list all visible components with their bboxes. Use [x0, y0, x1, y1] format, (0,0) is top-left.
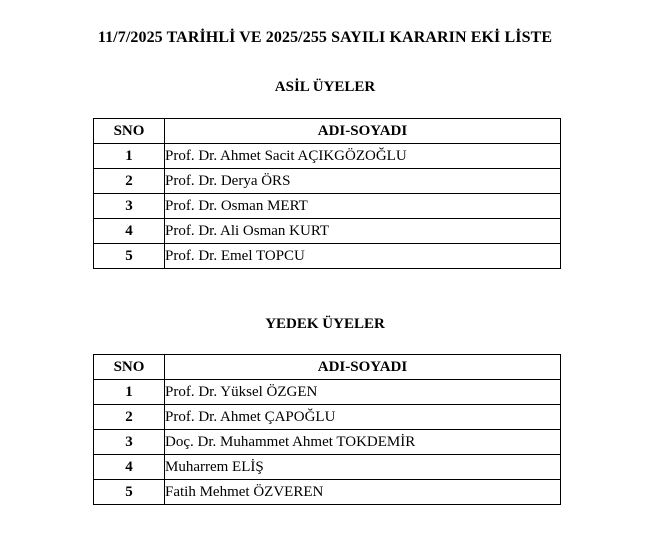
column-header-name: ADI-SOYADI: [165, 119, 561, 144]
member-name: Prof. Dr. Ali Osman KURT: [165, 219, 561, 244]
table-row: [94, 480, 561, 505]
column-header-name: ADI-SOYADI: [165, 355, 561, 380]
section-heading-asil: ASİL ÜYELER: [274, 79, 376, 95]
member-name: Prof. Dr. Osman MERT: [165, 194, 561, 219]
table-row: [94, 144, 561, 169]
document-title: 11/7/2025 TARİHLİ VE 2025/255 SAYILI KARARIN EKİ LİSTE: [97, 29, 553, 46]
section-heading-yedek: YEDEK ÜYELER: [265, 316, 385, 332]
row-number: 4: [94, 455, 165, 480]
member-name: Doç. Dr. Muhammet Ahmet TOKDEMİR: [165, 430, 561, 455]
table-row: [94, 169, 561, 194]
member-name: Fatih Mehmet ÖZVEREN: [165, 480, 561, 505]
asil-members-table: [93, 118, 561, 269]
row-number: 1: [94, 380, 165, 405]
table-row: [94, 244, 561, 269]
member-name: Prof. Dr. Ahmet ÇAPOĞLU: [165, 405, 561, 430]
table-row: [94, 455, 561, 480]
table-header-row: [94, 355, 561, 380]
table-row: [94, 380, 561, 405]
table-header-row: [94, 119, 561, 144]
row-number: 5: [94, 480, 165, 505]
yedek-members-table: [93, 354, 561, 505]
member-name: Prof. Dr. Yüksel ÖZGEN: [165, 380, 561, 405]
table-row: [94, 405, 561, 430]
column-header-sno: SNO: [94, 119, 165, 144]
row-number: 3: [94, 194, 165, 219]
row-number: 2: [94, 169, 165, 194]
column-header-sno: SNO: [94, 355, 165, 380]
row-number: 3: [94, 430, 165, 455]
row-number: 5: [94, 244, 165, 269]
member-name: Prof. Dr. Derya ÖRS: [165, 169, 561, 194]
table-row: [94, 219, 561, 244]
member-name: Prof. Dr. Emel TOPCU: [165, 244, 561, 269]
table-row: [94, 194, 561, 219]
member-name: Prof. Dr. Ahmet Sacit AÇIKGÖZOĞLU: [165, 144, 561, 169]
row-number: 1: [94, 144, 165, 169]
table-row: [94, 430, 561, 455]
member-name: Muharrem ELİŞ: [165, 455, 561, 480]
row-number: 4: [94, 219, 165, 244]
row-number: 2: [94, 405, 165, 430]
